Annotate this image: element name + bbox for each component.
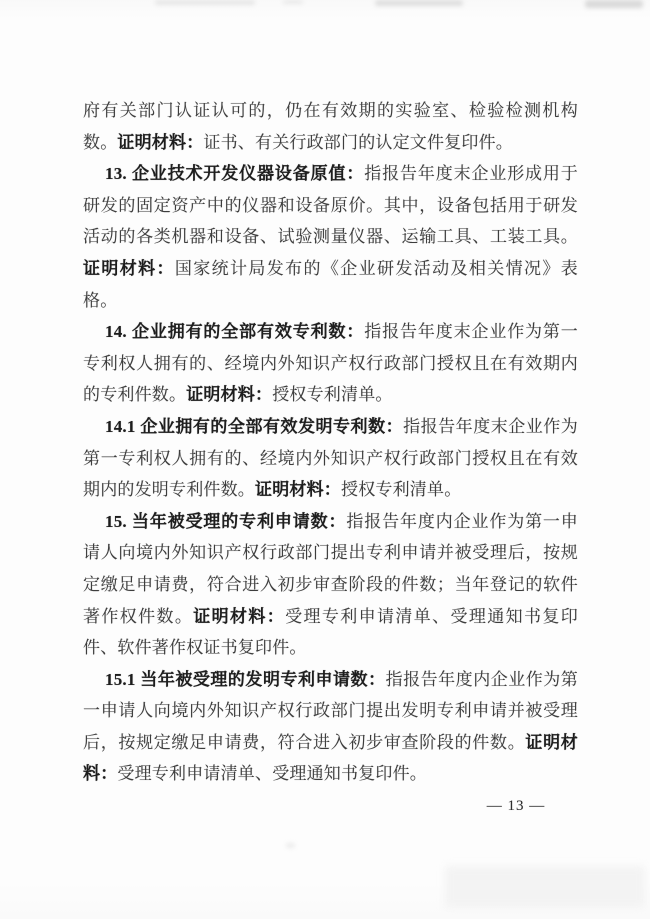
paragraph-item-15	[83, 506, 578, 664]
bold-text-run: 证明材料：	[193, 606, 286, 626]
text-run: 国家统计局发布的《企业研发活动及相关情况》表格。	[83, 258, 578, 310]
page-number: — 13 —	[486, 798, 546, 814]
text-run: 授权专利清单。	[272, 385, 393, 405]
bold-text-run: 14.1 企业拥有的全部有效发明专利数：	[105, 416, 404, 436]
text-run: 指报告年度内企业作为第一申请人向境内外知识产权行政部门提出专利申请并被受理后，按规定缴足申请费，符合进入初步审查阶段的件数；当年登记的软件著作权件数。	[83, 511, 579, 626]
paragraph-item-12-continuation	[83, 95, 578, 158]
text-run: 授权专利清单。	[341, 480, 462, 500]
bold-text-run: 证明材料：	[255, 480, 341, 500]
scan-artifact	[445, 866, 645, 908]
scan-artifact	[585, 0, 643, 8]
bold-text-run: 证明材料：	[186, 385, 273, 405]
bold-text-run: 15.1 当年被受理的发明专利申请数：	[105, 669, 386, 689]
bold-text-run: 15. 当年被受理的专利申请数：	[105, 511, 347, 531]
paragraph-item-14	[83, 316, 578, 411]
scan-artifact	[283, 0, 303, 4]
text-run: 指报告年度末企业作为第一专利权人拥有的、经境内外知识产权行政部门授权且在有效期内的发明专利件数。	[83, 416, 579, 500]
paragraph-item-15-1	[83, 664, 578, 790]
text-run: 指报告年度末企业形成用于研发的固定资产中的仪器和设备原价。其中，设备包括用于研发活动的各类机器和设备、试验测量仪器、运输工具、工装工具。	[83, 164, 578, 247]
bold-text-run: 证明材料：	[117, 132, 204, 152]
text-run: 受理专利申请清单、受理通知书复印件、软件著作权证书复印件。	[83, 606, 579, 658]
paragraph-item-14-1	[83, 411, 578, 506]
text-run: 指报告年度末企业作为第一专利权人拥有的、经境内外知识产权行政部门授权且在有效期内的专利件数。	[83, 322, 578, 405]
text-run: 指报告年度内企业作为第一申请人向境内外知识产权行政部门提出发明专利申请并被受理后，按规定缴足申请费，符合进入初步审查阶段的件数。	[83, 669, 578, 752]
scan-artifact	[155, 0, 255, 5]
text-run: 府有关部门认证认可的，仍在有效期的实验室、检验检测机构数。	[83, 101, 578, 152]
text-run: 受理专利申请清单、受理通知书复印件。	[117, 764, 428, 784]
scan-artifact	[286, 843, 295, 848]
scan-artifact	[375, 0, 463, 6]
document-body	[83, 95, 578, 790]
bold-text-run: 证明材料：	[83, 258, 175, 278]
paragraph-item-13	[83, 158, 578, 316]
bold-text-run: 14. 企业拥有的全部有效专利数：	[105, 322, 365, 342]
bold-text-run: 证明材料：	[83, 732, 578, 784]
bold-text-run: 13. 企业技术开发仪器设备原值：	[105, 164, 365, 184]
text-run: 证书、有关行政部门的认定文件复印件。	[203, 132, 514, 152]
